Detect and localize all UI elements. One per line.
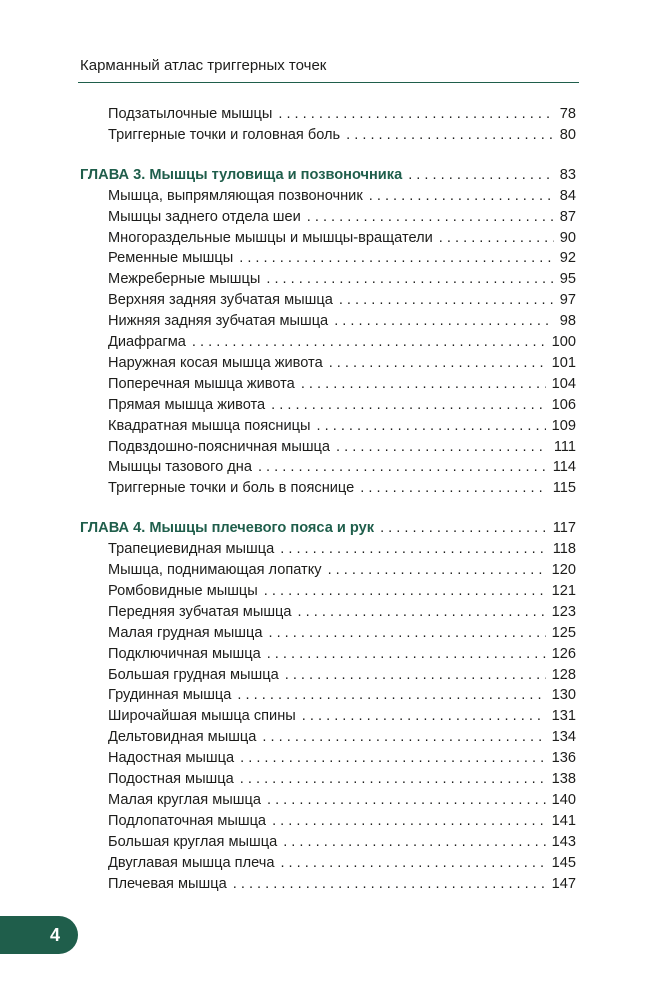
toc-dot-leader bbox=[408, 165, 554, 186]
toc-dot-leader bbox=[329, 353, 546, 374]
toc-dot-leader bbox=[336, 437, 548, 458]
toc-dot-leader bbox=[267, 790, 546, 811]
toc-entry-page: 84 bbox=[559, 187, 576, 204]
toc-entry-page: 83 bbox=[559, 166, 576, 183]
toc-dot-leader bbox=[233, 874, 546, 895]
toc-entry bbox=[108, 644, 576, 665]
toc-entry-page: 106 bbox=[551, 396, 576, 413]
toc-dot-leader bbox=[268, 623, 545, 644]
toc-entry-page: 123 bbox=[551, 603, 576, 620]
toc-entry-title: ГЛАВА 4. Мышцы плечевого пояса и рук bbox=[80, 520, 375, 537]
toc-entry-title: Малая грудная мышца bbox=[108, 624, 263, 641]
toc-entry-title: Квадратная мышца поясницы bbox=[108, 417, 311, 434]
toc-entry-page: 130 bbox=[551, 687, 576, 704]
toc-entry bbox=[108, 685, 576, 706]
toc-dot-leader bbox=[240, 769, 546, 790]
toc-entry-title: Подвздошно-поясничная мышца bbox=[108, 438, 331, 455]
toc-entry bbox=[108, 748, 576, 769]
page-number-badge: 4 bbox=[0, 916, 78, 954]
toc-entry bbox=[108, 665, 576, 686]
toc-entry-page: 90 bbox=[559, 229, 576, 246]
toc-dot-leader bbox=[285, 665, 546, 686]
toc-entry-title: Прямая мышца живота bbox=[108, 396, 266, 413]
toc-entry bbox=[108, 228, 576, 249]
toc-entry-title: Подлопаточная мышца bbox=[108, 812, 267, 829]
toc-entry-page: 125 bbox=[551, 624, 576, 641]
toc-entry-title: Двуглавая мышца плеча bbox=[108, 854, 275, 871]
toc-entry bbox=[108, 602, 576, 623]
toc-entry bbox=[108, 290, 576, 311]
toc-entry-title: Плечевая мышца bbox=[108, 875, 227, 892]
toc-entry bbox=[108, 853, 576, 874]
toc-dot-leader bbox=[298, 602, 546, 623]
toc-dot-leader bbox=[283, 832, 545, 853]
toc-dot-leader bbox=[334, 311, 554, 332]
toc-entry bbox=[108, 125, 576, 146]
toc-dot-leader bbox=[439, 228, 554, 249]
toc-entry bbox=[108, 874, 576, 895]
toc-entry bbox=[108, 832, 576, 853]
running-header-title: Карманный атлас триггерных точек bbox=[80, 57, 327, 74]
toc-dot-leader bbox=[317, 416, 546, 437]
toc-dot-leader bbox=[369, 186, 554, 207]
toc-dot-leader bbox=[192, 332, 546, 353]
toc-entry bbox=[108, 623, 576, 644]
toc-dot-leader bbox=[360, 478, 547, 499]
toc-entry-title: Передняя зубчатая мышца bbox=[108, 603, 292, 620]
toc-entry-title: Мышцы заднего отдела шеи bbox=[108, 208, 301, 225]
toc-entry-page: 147 bbox=[551, 875, 576, 892]
toc-entry-page: 104 bbox=[551, 375, 576, 392]
toc-entry-title: Подключичная мышца bbox=[108, 645, 261, 662]
toc-entry-page: 115 bbox=[552, 480, 576, 497]
toc-entry bbox=[108, 790, 576, 811]
toc-entry-page: 121 bbox=[551, 582, 576, 599]
toc-entry-page: 118 bbox=[552, 541, 576, 558]
toc-entry-title: Мышцы тазового дна bbox=[108, 459, 252, 476]
toc-dot-leader bbox=[280, 853, 545, 874]
toc-entry-title: Поперечная мышца живота bbox=[108, 375, 295, 392]
toc-chapter-heading bbox=[80, 518, 576, 539]
toc-entry-page: 109 bbox=[551, 417, 576, 434]
toc-dot-leader bbox=[380, 518, 547, 539]
toc-entry-title: Подостная мышца bbox=[108, 771, 234, 787]
toc-entry bbox=[108, 248, 576, 269]
toc-chapter-heading bbox=[80, 165, 576, 186]
toc-entry-page: 114 bbox=[552, 459, 576, 476]
toc-entry-title: Межреберные мышцы bbox=[108, 271, 261, 288]
toc-entry-page: 100 bbox=[551, 334, 576, 350]
toc-dot-leader bbox=[346, 125, 554, 146]
toc-entry bbox=[108, 437, 576, 458]
toc-entry-page: 128 bbox=[551, 666, 576, 683]
toc-entry-title: Диафрагма bbox=[108, 334, 186, 350]
toc-entry-title: Верхняя задняя зубчатая мышца bbox=[108, 292, 333, 309]
toc-dot-leader bbox=[239, 248, 554, 269]
toc-dot-leader bbox=[302, 706, 546, 727]
toc-dot-leader bbox=[307, 207, 554, 228]
toc-entry-title: Большая грудная мышца bbox=[108, 666, 279, 683]
toc-dot-leader bbox=[267, 644, 546, 665]
toc-entry-page: 101 bbox=[551, 354, 576, 371]
toc-entry-title: Мышца, выпрямляющая позвоночник bbox=[108, 187, 363, 204]
toc-entry bbox=[108, 727, 576, 748]
toc-entry-page: 138 bbox=[551, 771, 576, 787]
toc-entry bbox=[108, 186, 576, 207]
toc-entry-title: Триггерные точки и головная боль bbox=[108, 126, 341, 143]
toc-dot-leader bbox=[339, 290, 554, 311]
toc-entry-page: 117 bbox=[552, 520, 576, 537]
toc-dot-leader bbox=[278, 104, 553, 125]
toc-entry-title: Ромбовидные мышцы bbox=[108, 582, 258, 599]
toc-entry-page: 143 bbox=[551, 833, 576, 850]
toc-entry bbox=[108, 560, 576, 581]
toc-dot-leader bbox=[264, 581, 546, 602]
toc-entry-title: Надостная мышца bbox=[108, 750, 235, 767]
toc-entry-page: 120 bbox=[551, 562, 576, 578]
toc-entry bbox=[108, 311, 576, 332]
toc-entry-title: Малая круглая мышца bbox=[108, 791, 261, 808]
toc-dot-leader bbox=[258, 457, 547, 478]
toc-entry-title: Наружная косая мышца живота bbox=[108, 354, 323, 371]
toc-entry bbox=[108, 104, 576, 125]
toc-dot-leader bbox=[328, 560, 546, 581]
toc-entry bbox=[108, 332, 576, 353]
toc-entry-page: 98 bbox=[559, 313, 576, 330]
toc-entry bbox=[108, 416, 576, 437]
toc-entry-title: Многораздельные мышцы и мышцы-вращатели bbox=[108, 229, 433, 246]
toc-entry-page: 97 bbox=[559, 292, 576, 309]
toc-entry bbox=[108, 769, 576, 790]
toc-entry-title: Большая круглая мышца bbox=[108, 833, 278, 850]
toc-entry-title: Подзатылочные мышцы bbox=[108, 106, 273, 122]
toc-entry bbox=[108, 374, 576, 395]
toc-entry-page: 134 bbox=[551, 729, 576, 746]
toc-entry-page: 80 bbox=[559, 126, 576, 143]
toc-dot-leader bbox=[237, 685, 545, 706]
toc-dot-leader bbox=[240, 748, 546, 769]
toc-entry bbox=[108, 478, 576, 499]
toc-entry-page: 126 bbox=[551, 645, 576, 662]
toc-entry-title: Широчайшая мышца спины bbox=[108, 708, 296, 725]
toc-entry-title: Триггерные точки и боль в пояснице bbox=[108, 480, 355, 497]
toc-entry-title: Дельтовидная мышца bbox=[108, 729, 257, 746]
toc-entry bbox=[108, 581, 576, 602]
header-divider bbox=[78, 82, 579, 83]
toc-entry bbox=[108, 207, 576, 228]
toc-entry-page: 78 bbox=[559, 106, 576, 122]
toc-entry-page: 87 bbox=[559, 208, 576, 225]
toc-entry bbox=[108, 706, 576, 727]
toc-dot-leader bbox=[271, 395, 545, 416]
toc-entry-title: Нижняя задняя зубчатая мышца bbox=[108, 313, 329, 330]
toc-entry bbox=[108, 395, 576, 416]
toc-entry bbox=[108, 353, 576, 374]
toc-entry-page: 95 bbox=[559, 271, 576, 288]
toc-dot-leader bbox=[262, 727, 545, 748]
toc-entry-page: 140 bbox=[551, 791, 576, 808]
toc-entry-page: 131 bbox=[551, 708, 576, 725]
toc-entry-title: Мышца, поднимающая лопатку bbox=[108, 562, 322, 578]
toc-entry-title: ГЛАВА 3. Мышцы туловища и позвоночника bbox=[80, 166, 403, 183]
toc-entry bbox=[108, 539, 576, 560]
toc-entry bbox=[108, 269, 576, 290]
toc-dot-leader bbox=[301, 374, 546, 395]
toc-entry-page: 141 bbox=[551, 812, 576, 829]
toc-entry-title: Ременные мышцы bbox=[108, 250, 234, 267]
toc-entry bbox=[108, 811, 576, 832]
toc-dot-leader bbox=[272, 811, 546, 832]
toc-entry-page: 92 bbox=[559, 250, 576, 267]
toc-entry-page: 136 bbox=[551, 750, 576, 767]
toc-entry-page: 111 bbox=[553, 438, 576, 455]
toc-entry bbox=[108, 457, 576, 478]
toc-dot-leader bbox=[266, 269, 553, 290]
toc-dot-leader bbox=[280, 539, 547, 560]
toc-entry-title: Грудинная мышца bbox=[108, 687, 232, 704]
toc-entry-title: Трапециевидная мышца bbox=[108, 541, 275, 558]
toc-entry-page: 145 bbox=[551, 854, 576, 871]
